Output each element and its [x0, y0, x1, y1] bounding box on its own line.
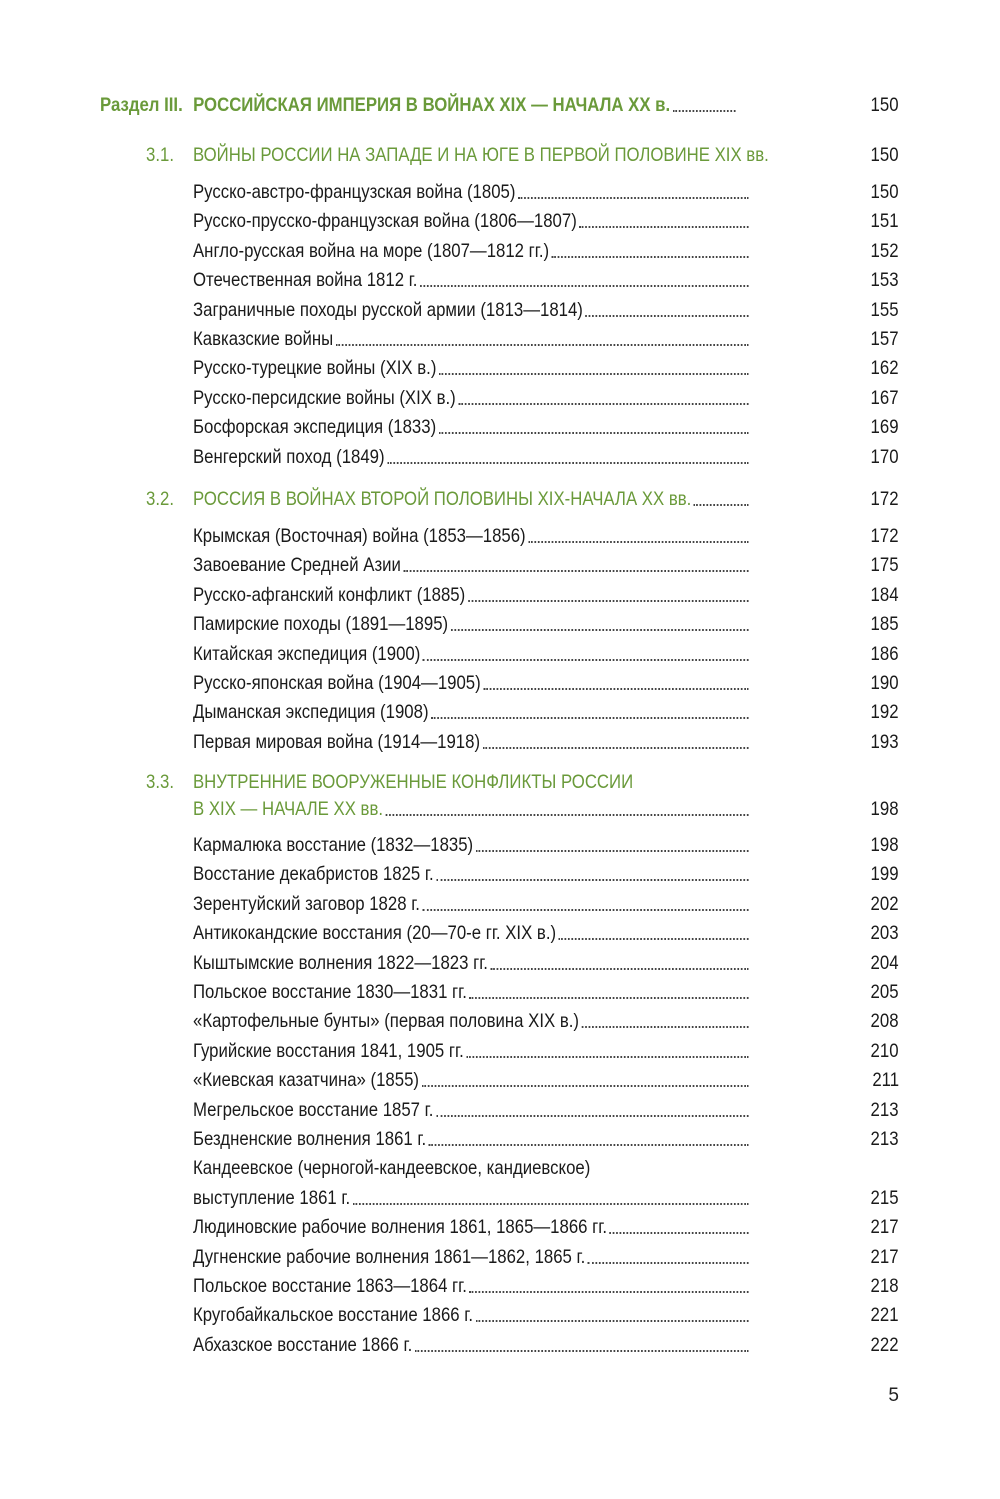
entry-title: Китайская экспедиция (1900): [193, 642, 421, 665]
entry-page: 217: [871, 1245, 899, 1268]
leader-dots: [336, 343, 749, 346]
toc-entry: [193, 1009, 751, 1033]
toc-entry: [193, 1098, 751, 1122]
entry-title: Крымская (Восточная) война (1853—1856): [193, 525, 526, 547]
leader-dots: [518, 196, 749, 199]
leader-dots: [610, 1231, 749, 1234]
entry-title: Первая мировая война (1914—1918): [193, 730, 481, 753]
entry-title: Босфорская экспедиция (1833): [193, 416, 437, 439]
entry-page: 204: [871, 951, 899, 974]
leader-dots: [469, 996, 748, 999]
section-title: ВОЙНЫ РОССИИ НА ЗАПАДЕ И НА ЮГЕ В ПЕРВОЙ ПОЛОВИНЕ XIX вв.: [193, 144, 769, 166]
leader-dots: [483, 687, 748, 690]
leader-dots: [552, 255, 749, 258]
entry-title: Русско-австро-французская война (1805): [193, 181, 516, 203]
entry-title: Русско-японская война (1904—1905): [193, 672, 481, 694]
leader-dots: [588, 1261, 749, 1264]
toc-entry: [193, 1303, 751, 1327]
entry-title: Восстание декабристов 1825 г.: [193, 863, 434, 886]
entry-page: 210: [871, 1039, 899, 1062]
entry-page: 205: [871, 981, 899, 1003]
toc-entry: [193, 642, 751, 666]
entry-title: Бездненские волнения 1861 г.: [193, 1128, 427, 1150]
entry-title: Дыманская экспедиция (1908): [193, 701, 429, 724]
leader-dots: [387, 461, 748, 464]
entry-page: 175: [871, 554, 899, 577]
entry-title: Антикокандские восстания (20—70-е гг. XIX в.): [193, 922, 557, 945]
entry-page: 218: [871, 1275, 899, 1297]
section-title: РОССИЯ В ВОЙНАХ ВТОРОЙ ПОЛОВИНЫ XIX-НАЧАЛА XX вв.: [193, 488, 692, 510]
leader-dots: [476, 1319, 749, 1322]
leader-dots: [423, 658, 749, 661]
toc-section-heading: [193, 487, 751, 511]
toc-entry: [193, 1127, 751, 1151]
toc-entry: [193, 833, 751, 857]
entry-title: Зерентуйский заговор 1828 г.: [193, 892, 420, 915]
toc-entry: [193, 951, 751, 975]
toc-entry: [193, 892, 751, 916]
leader-dots: [491, 967, 749, 970]
toc-entry: [193, 524, 751, 548]
toc-entry: [193, 921, 751, 945]
leader-dots: [694, 503, 749, 506]
toc-entry: [193, 268, 751, 292]
entry-title: Русско-персидские войны (XIX в.): [193, 386, 456, 409]
toc-entry: [193, 1156, 751, 1180]
entry-title: Заграничные походы русской армии (1813—1814): [193, 298, 583, 321]
entry-page: 157: [871, 328, 899, 350]
entry-page: 151: [871, 210, 899, 233]
toc-section-heading: [193, 770, 751, 794]
toc-entry: [193, 730, 751, 754]
entry-title: Польское восстание 1830—1831 гг.: [193, 981, 467, 1003]
section-title-line1: ВНУТРЕННИЕ ВООРУЖЕННЫЕ КОНФЛИКТЫ РОССИИ: [193, 771, 634, 793]
leader-dots: [423, 908, 749, 911]
toc-entry: [193, 700, 751, 724]
leader-dots: [386, 813, 749, 816]
leader-dots: [476, 849, 749, 852]
leader-dots: [582, 1025, 749, 1028]
entry-page: 215: [871, 1186, 899, 1209]
toc-entry: [193, 209, 751, 233]
toc-section-heading-cont: [193, 797, 751, 821]
leader-dots: [585, 314, 748, 317]
toc-entry: [193, 671, 751, 695]
entry-title: Памирские походы (1891—1895): [193, 613, 449, 636]
section-number: 3.3.: [146, 771, 174, 793]
leader-dots: [415, 1349, 749, 1352]
part-title: РОССИЙСКАЯ ИМПЕРИЯ В ВОЙНАХ XIX — НАЧАЛА XX в.: [193, 94, 671, 116]
leader-dots: [439, 372, 749, 375]
section-page: 198: [871, 798, 899, 820]
leader-dots: [559, 937, 749, 940]
toc-part-heading: [100, 93, 738, 117]
entry-title: Кыштымские волнения 1822—1823 гг.: [193, 951, 488, 974]
toc-entry: [193, 415, 751, 439]
entry-page: 202: [871, 892, 899, 915]
leader-dots: [469, 1290, 748, 1293]
toc-entry: [193, 180, 751, 204]
entry-page: 169: [871, 416, 899, 439]
entry-title: Отечественная война 1812 г.: [193, 269, 418, 292]
leader-dots: [422, 1084, 749, 1087]
entry-title: Русско-афганский конфликт (1885): [193, 583, 466, 606]
entry-page: 213: [871, 1098, 899, 1121]
entry-title: Венгерский поход (1849): [193, 445, 385, 468]
entry-title: Абхазское восстание 1866 г.: [193, 1333, 413, 1356]
entry-page: 211: [872, 1069, 899, 1092]
entry-title: Кругобайкальское восстание 1866 г.: [193, 1304, 474, 1327]
section-number: 3.2.: [146, 488, 174, 510]
toc-entry: [193, 445, 751, 469]
leader-dots: [673, 109, 736, 112]
entry-page: 198: [871, 834, 899, 856]
toc-entry: [193, 1215, 751, 1239]
entry-title: Дугненские рабочие волнения 1861—1862, 1865 г.: [193, 1245, 586, 1268]
leader-dots: [353, 1202, 749, 1205]
toc-entry: [193, 386, 751, 410]
leader-dots: [429, 1143, 749, 1146]
entry-page: 167: [871, 386, 899, 409]
section-page: 172: [871, 488, 899, 510]
entry-page: 222: [871, 1333, 899, 1356]
leader-dots: [403, 569, 748, 572]
toc-entry-cont: [193, 1186, 751, 1210]
entry-title-line2: выступление 1861 г.: [193, 1186, 351, 1209]
toc-entry: [193, 612, 751, 636]
toc-entry: [193, 1245, 751, 1269]
entry-page: 213: [871, 1128, 899, 1150]
leader-dots: [420, 284, 749, 287]
leader-dots: [436, 878, 748, 881]
entry-title: «Картофельные бунты» (первая половина XIX в.): [193, 1010, 580, 1033]
toc-entry: [193, 239, 751, 263]
toc-entry: [193, 862, 751, 886]
entry-title: Людиновские рабочие волнения 1861, 1865—1866 гг.: [193, 1216, 607, 1239]
toc-section-heading: [193, 143, 769, 167]
entry-page: 203: [871, 922, 899, 945]
page-number: 5: [888, 1385, 899, 1406]
entry-page: 155: [871, 298, 899, 321]
entry-title: Польское восстание 1863—1864 гг.: [193, 1275, 467, 1297]
entry-page: 186: [871, 642, 899, 665]
entry-page: 221: [871, 1304, 899, 1327]
leader-dots: [436, 1114, 749, 1117]
toc-entry: [193, 553, 751, 577]
entry-page: 192: [871, 701, 899, 724]
entry-page: 153: [871, 269, 899, 292]
leader-dots: [466, 1055, 748, 1058]
section-page: 150: [871, 144, 899, 166]
entry-title: Англо-русская война на море (1807—1812 гг.): [193, 239, 550, 262]
leader-dots: [579, 225, 748, 228]
entry-title: Гурийские восстания 1841, 1905 гг.: [193, 1039, 464, 1062]
entry-page: 152: [871, 239, 899, 262]
leader-dots: [431, 716, 748, 719]
leader-dots: [483, 746, 749, 749]
entry-title: Мегрельское восстание 1857 г.: [193, 1098, 434, 1121]
part-label: Раздел III.: [100, 94, 183, 116]
entry-page: 217: [871, 1216, 899, 1239]
toc-entry: [193, 356, 751, 380]
section-title-line2: В XIX — НАЧАЛЕ XX вв.: [193, 798, 384, 820]
toc-entry: [193, 298, 751, 322]
leader-dots: [468, 599, 749, 602]
leader-dots: [451, 628, 749, 631]
toc-entry: [193, 1039, 751, 1063]
part-page: 150: [871, 94, 899, 116]
entry-title: «Киевская казатчина» (1855): [193, 1069, 420, 1092]
toc-entry: [193, 1274, 751, 1298]
entry-title: Кавказские войны: [193, 328, 334, 350]
entry-title-line1: Кандеевское (черногой-кандеевское, кандиевское): [193, 1157, 591, 1180]
leader-dots: [458, 402, 748, 405]
entry-page: 172: [871, 525, 899, 547]
toc-entry: [193, 1068, 751, 1092]
entry-page: 185: [871, 613, 899, 636]
entry-page: 193: [871, 730, 899, 753]
section-number: 3.1.: [146, 144, 174, 166]
entry-title: Русско-турецкие войны (XIX в.): [193, 357, 437, 380]
toc-entry: [193, 1333, 751, 1357]
entry-page: 170: [871, 445, 899, 468]
entry-page: 184: [871, 583, 899, 606]
entry-page: 199: [871, 863, 899, 886]
entry-page: 208: [871, 1010, 899, 1033]
toc-entry: [193, 583, 751, 607]
entry-title: Русско-прусско-французская война (1806—1807): [193, 210, 577, 233]
entry-page: 150: [871, 181, 899, 203]
toc-entry: [193, 327, 751, 351]
leader-dots: [528, 540, 748, 543]
entry-title: Кармалюка восстание (1832—1835): [193, 834, 474, 856]
leader-dots: [439, 431, 749, 434]
toc-entry: [193, 980, 751, 1004]
entry-page: 162: [871, 357, 899, 380]
entry-page: 190: [871, 672, 899, 694]
entry-title: Завоевание Средней Азии: [193, 554, 401, 577]
